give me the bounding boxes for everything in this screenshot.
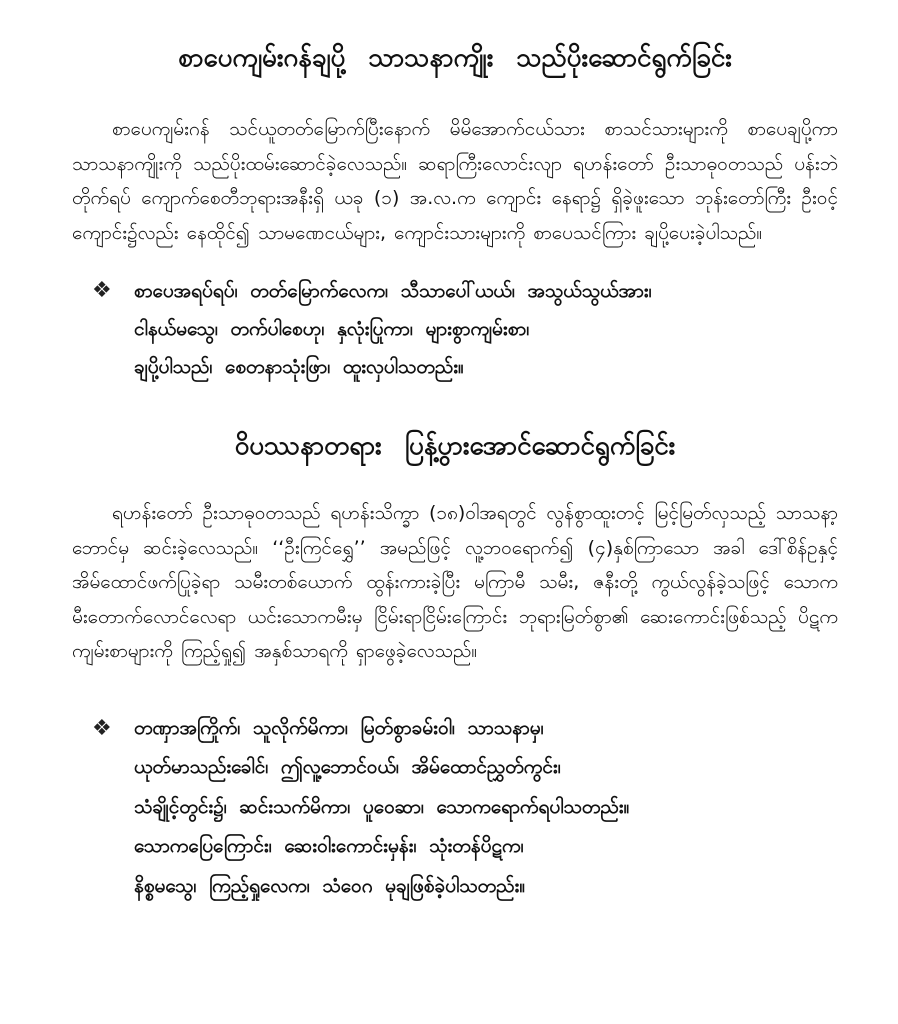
section1-bullet-item (72, 272, 838, 386)
section1-heading: စာပေကျမ်းဂန်ချပို့ သာသနာကျိုး သည်ပိုးဆောင်ရွက်ခြင်း (178, 43, 732, 73)
section2-bullet-line-2: ယုတ်မာသည်းခေါင်၊ ဤလူ့ဘောင်ဝယ်၊ အိမ်ထောင်ညွှတ်ကွင်း၊ (134, 756, 561, 778)
section2-bullet-item (72, 709, 838, 907)
section1-bullet-line-1: စာပေအရပ်ရပ်၊ တတ်မြောက်လေက၊ သီသာပေါ်ယယ်၊ အသွယ်သွယ်အား၊ (134, 280, 652, 302)
diamond-star-icon: ❖ (92, 715, 112, 741)
section1-paragraph: စာပေကျမ်းဂန် သင်ယူတတ်မြောက်ပြီးနောက် မိမိအောက်ငယ်သား စာသင်သားများကို စာပေချပို့ကာ သာသနာကျိုးကို သည်ပိုးထမ်းဆောင်ခဲ့လေသည်။ ဆရာကြီးလောင်းလျာ ရဟန်းတော် ဦးသာဓုဝတသည် ပန်းဘဲတိုက်ရပ် ကျောက်စေတီဘုရားအနီးရှိ ယခု (၁) အ.လ.က ကျောင်း နေရာ၌ ရှိခဲ့ဖူးသော ဘုန်းတော်ကြီး ဦးဝင့်ကျောင်း၌လည်း နေထိုင်၍ သာမဏေငယ်များ, ကျောင်းသားများကို စာပေသင်ကြား ချပို့ပေးခဲ့ပါသည်။ (72, 118, 838, 244)
section1-bullet-line-2: ငါနယ်မသွေ၊ တက်ပါစေဟု၊ နှလုံးပြုကာ၊ များစွာကျမ်းစာ၊ (134, 318, 530, 340)
section2-heading: ဝိပဿနာတရား ပြန့်ပွားအောင်ဆောင်ရွက်ခြင်း (234, 431, 676, 461)
section2-bullet-line-1: တဏှာအကြိုက်၊ သူလိုက်မိကာ၊ မြတ်စွာခမ်းဝါ၊ သာသနာမှ၊ (134, 716, 544, 739)
section2-bullet-line-4: သောကပြေကြောင်း၊ ဆေးဝါးကောင်းမှန်း၊ သုံးတန်ပိဋက၊ (134, 835, 524, 857)
diamond-star-icon: ❖ (92, 278, 112, 303)
section2-bullet-list (72, 709, 838, 907)
section1-bullet-line-3: ချပို့ပါသည်၊ စေတနာသုံးဖြာ၊ ထူးလှပါသတည်း။ (134, 356, 464, 378)
section2-bullet-line-3: သံချိုင့်တွင်း၌၊ ဆင်းသက်မိကာ၊ ပူဝေဆာ၊ သောကရောက်ရပါသတည်း။ (134, 795, 630, 818)
section2-paragraph: ရဟန်းတော် ဦးသာဓုဝတသည် ရဟန်းသိက္ခာ (၁၈)ဝါအရတွင် လွန်စွာထူးတင့် မြင့်မြတ်လှသည့် သာသနာ့ဘောင်မှ ဆင်းခဲ့လေသည်။ ‘‘ဦးကြင်ရွှေ’’ အမည်ဖြင့် လူ့ဘဝရောက်၍ (၄)နှစ်ကြာသော အခါ ဒေါ်စိန်ဥနှင့် အိမ်ထောင်ဖက်ပြုခဲ့ရာ သမီးတစ်ယောက် ထွန်းကားခဲ့ပြီး မကြာမီ သမီး, ဇနီးတို့ ကွယ်လွန်ခဲ့သဖြင့် သောကမီးတောက်လောင်လေရာ ယင်းသောကမီးမှ ငြိမ်းရာငြိမ်းကြောင်း ဘုရားမြတ်စွာ၏ ဆေးကောင်းဖြစ်သည့် ပိဋကကျမ်းစာများကို ကြည့်ရှု၍ အနှစ်သာရကို ရှာဖွေခဲ့လေသည်။ (72, 502, 838, 662)
section2-bullet-line-5: နိစ္စမသွေ၊ ကြည့်ရှုလေက၊ သံဝေဂ မုချဖြစ်ခဲ့ပါသတည်း။ (134, 874, 526, 897)
section1-bullet-list (72, 272, 838, 386)
